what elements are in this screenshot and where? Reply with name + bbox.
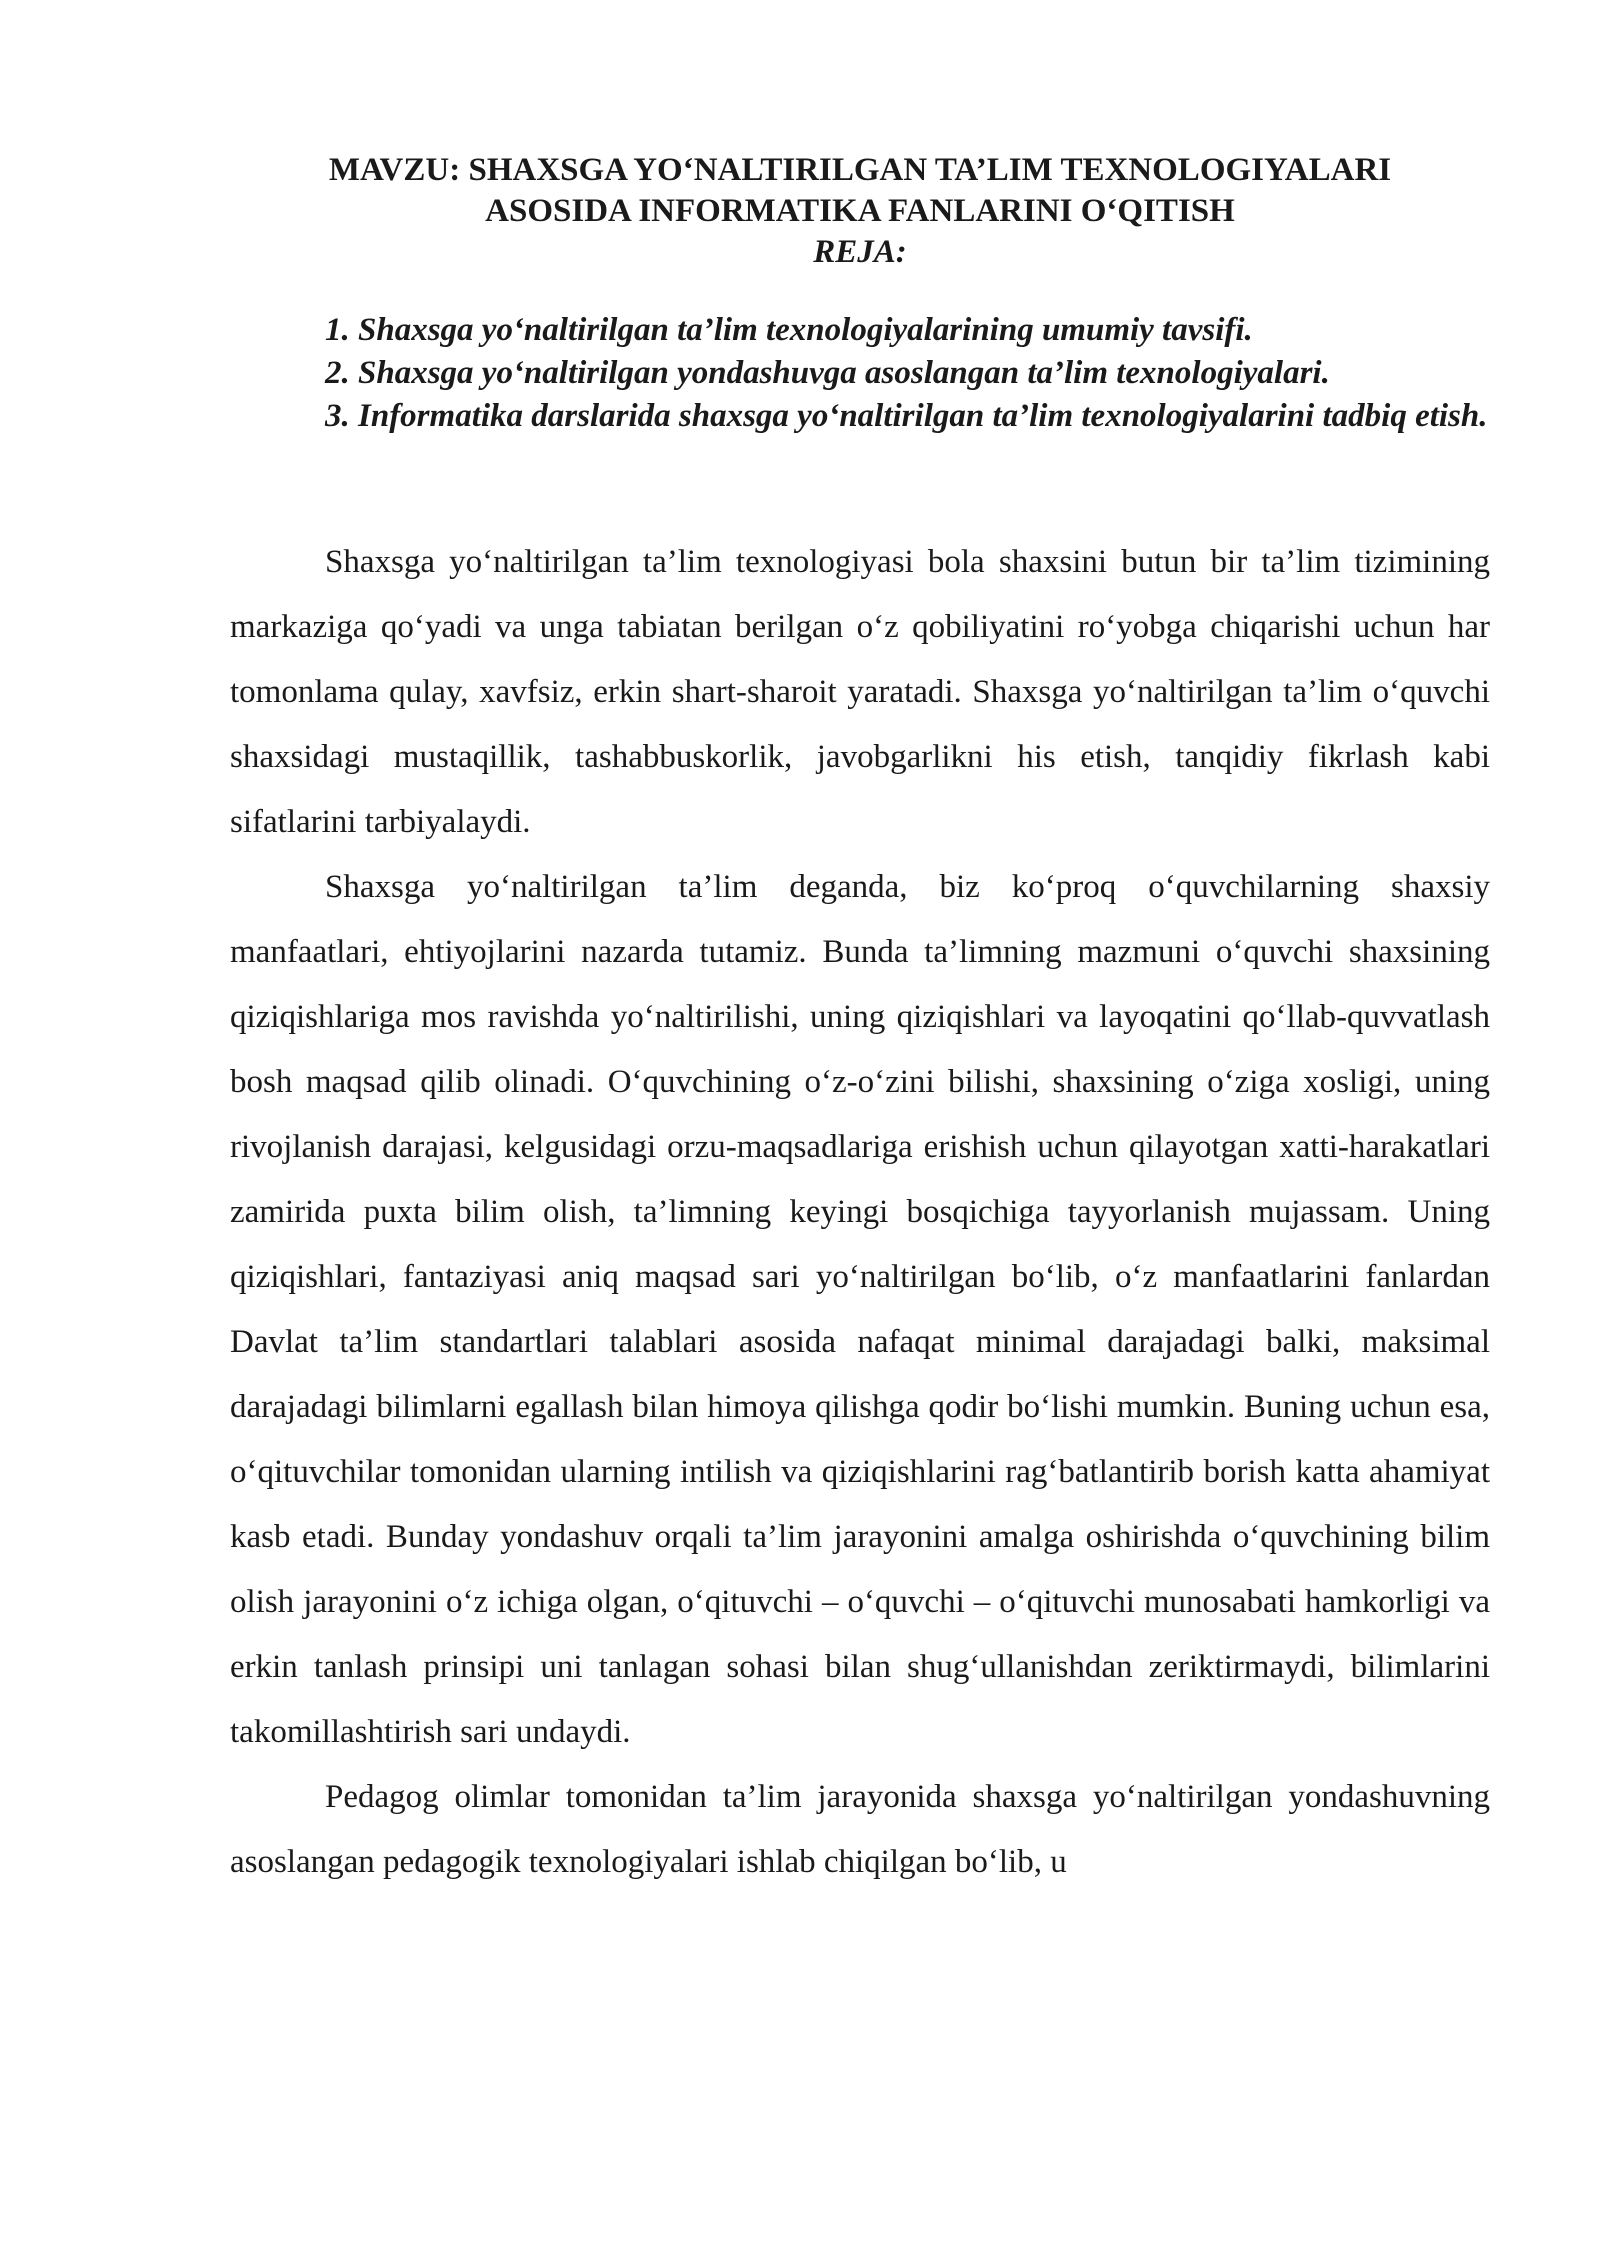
title-line: MAVZU: SHAXSGA YO‘NALTIRILGAN TA’LIM TEXNOLOGIYALARI (328, 152, 1392, 188)
title-line: ASOSIDA INFORMATIKA FANLARINI O‘QITISH (485, 193, 1235, 229)
plan-item: 3. Informatika darslarida shaxsga yo‘naltirilgan ta’lim texnologiyalarini tadbiq etish. (325, 398, 1488, 434)
plan-item: 2. Shaxsga yo‘naltirilgan yondashuvga asoslangan ta’lim texnologiyalari. (325, 355, 1330, 391)
document-title (230, 150, 1490, 273)
paragraph: Pedagog olimlar tomonidan ta’lim jarayonida shaxsga yo‘naltirilgan yondashuvning asoslangan pedagogik texnologiyalari ishlab chiqilgan bo‘lib, u (230, 1779, 1490, 1880)
plan-list (230, 309, 1490, 438)
reja-heading: REJA: (813, 234, 907, 270)
paragraph: Shaxsga yo‘naltirilgan ta’lim texnologiyasi bola shaxsini butun bir ta’lim tizimining markaziga qo‘yadi va unga tabiatan berilgan o‘z qobiliyatini ro‘yobga chiqarishi uchun har tomonlama qulay, xavfsiz, erkin shart-sharoit yaratadi. Shaxsga yo‘naltirilgan ta’lim o‘quvchi shaxsidagi mustaqillik, tashabbuskorlik, javobgarlikni his etish, tanqidiy fikrlash kabi sifatlarini tarbiyalaydi. (230, 544, 1490, 840)
document-page (230, 0, 1490, 1895)
plan-item: 1. Shaxsga yo‘naltirilgan ta’lim texnologiyalarining umumiy tavsifi. (325, 312, 1253, 348)
body-text (230, 530, 1490, 1895)
paragraph: Shaxsga yo‘naltirilgan ta’lim deganda, biz ko‘proq o‘quvchilarning shaxsiy manfaatlari, ehtiyojlarini nazarda tutamiz. Bunda ta’limning mazmuni o‘quvchi shaxsining qiziqishlariga mos ravishda yo‘naltirilishi, uning qiziqishlari va layoqatini qo‘llab-quvvatlash bosh maqsad qilib olinadi. O‘quvchining o‘z-o‘zini bilishi, shaxsining o‘ziga xosligi, uning rivojlanish darajasi, kelgusidagi orzu-maqsadlariga erishish uchun qilayotgan xatti-harakatlari zamirida puxta bilim olish, ta’limning keyingi bosqichiga tayyorlanish mujassam. Uning qiziqishlari, fantaziyasi aniq maqsad sari yo‘naltirilgan bo‘lib, o‘z manfaatlarini fanlardan Davlat ta’lim standartlari talablari asosida nafaqat minimal darajadagi balki, maksimal darajadagi bilimlarni egallash bilan himoya qilishga qodir bo‘lishi mumkin. Buning uchun esa, o‘qituvchilar tomonidan ularning intilish va qiziqishlarini rag‘batlantirib borish katta ahamiyat kasb etadi. Bunday yondashuv orqali ta’lim jarayonini amalga oshirishda o‘quvchining bilim olish jarayonini o‘z ichiga olgan, o‘qituvchi – o‘quvchi – o‘qituvchi munosabati hamkorligi va erkin tanlash prinsipi uni tanlagan sohasi bilan shug‘ullanishdan zeriktirmaydi, bilimlarini takomillashtirish sari undaydi. (230, 869, 1490, 1750)
